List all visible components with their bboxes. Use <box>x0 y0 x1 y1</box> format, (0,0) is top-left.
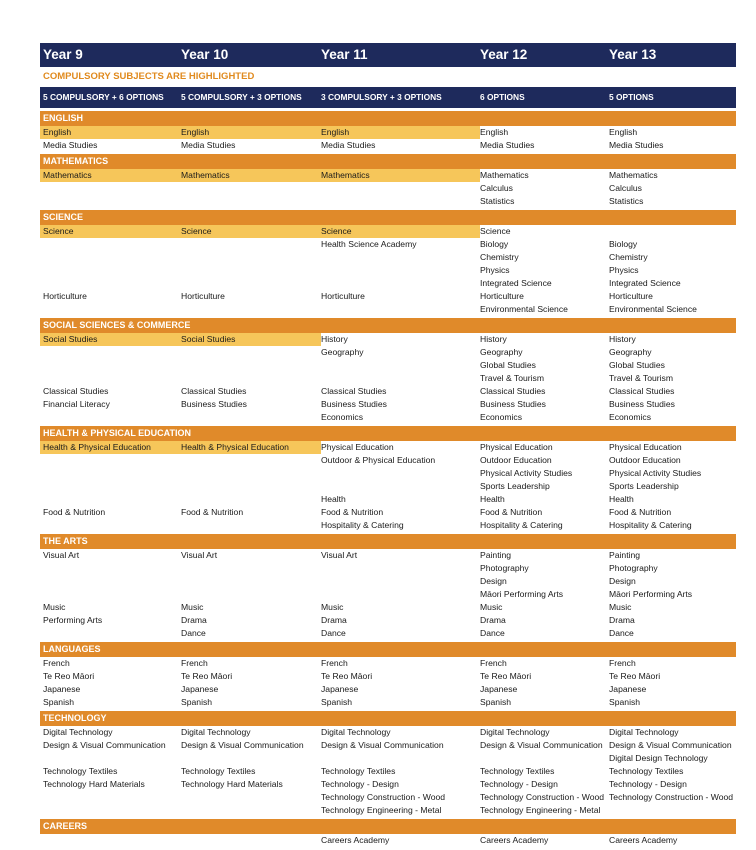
subject-cell: Horticulture <box>321 291 365 301</box>
subject-cell: French <box>43 658 70 668</box>
subject-cell: Horticulture <box>181 291 225 301</box>
subject-cell: English <box>178 126 321 139</box>
subject-cell: Design & Visual Communication <box>321 740 444 750</box>
compulsory-note: COMPULSORY SUBJECTS ARE HIGHLIGHTED <box>43 71 255 82</box>
subject-cell: Geography <box>321 347 364 357</box>
subject-cell: Sports Leadership <box>480 481 550 491</box>
subject-cell: Drama <box>480 615 506 625</box>
subject-cell: Technology Construction - Wood <box>321 792 446 802</box>
subject-cell: Health & Physical Education <box>178 441 321 454</box>
subject-row <box>40 290 736 303</box>
subject-cell: Drama <box>181 615 207 625</box>
subject-cell: Biology <box>609 239 638 249</box>
subject-cell: Financial Literacy <box>43 399 110 409</box>
section-header-careers: CAREERS <box>40 819 736 834</box>
subject-cell: Physics <box>480 265 510 275</box>
subject-cell: Dance <box>480 628 505 638</box>
subject-cell: Design <box>609 576 636 586</box>
subject-row <box>40 627 736 640</box>
section-header-languages: LANGUAGES <box>40 642 736 657</box>
section-header-english: ENGLISH <box>40 111 736 126</box>
subject-row <box>40 251 736 264</box>
subject-row <box>40 739 736 752</box>
subject-cell: Global Studies <box>480 360 536 370</box>
subject-cell: Horticulture <box>43 291 87 301</box>
subject-cell: Science <box>178 225 321 238</box>
year-11-heading: Year 11 <box>321 47 368 62</box>
subject-cell: Painting <box>480 550 512 560</box>
subject-row <box>40 834 736 847</box>
subject-cell: Business Studies <box>181 399 247 409</box>
subject-cell: Media Studies <box>609 140 664 150</box>
subject-cell: Biology <box>480 239 509 249</box>
subject-cell: Outdoor Education <box>480 455 552 465</box>
subject-cell: Careers Academy <box>609 835 678 845</box>
subject-cell: Food & Nutrition <box>609 507 672 517</box>
section-header-technology: TECHNOLOGY <box>40 711 736 726</box>
subject-cell: English <box>609 127 638 137</box>
subject-cell: Environmental Science <box>609 304 697 314</box>
subject-row <box>40 467 736 480</box>
subject-row <box>40 195 736 208</box>
subject-row <box>40 614 736 627</box>
subject-cell: English <box>480 127 509 137</box>
section-header-health-and-physical-education: HEALTH & PHYSICAL EDUCATION <box>40 426 736 441</box>
year-9-heading: Year 9 <box>43 47 83 62</box>
subject-row <box>40 752 736 765</box>
subject-cell: Technology - Design <box>321 779 399 789</box>
subject-cell: Food & Nutrition <box>181 507 244 517</box>
subject-cell: Music <box>321 602 344 612</box>
subject-cell: Mathematics <box>318 169 480 182</box>
subject-cell: Physics <box>609 265 639 275</box>
subject-cell: Outdoor Education <box>609 455 681 465</box>
subject-cell: Careers Academy <box>480 835 549 845</box>
subject-row <box>40 804 736 817</box>
subject-cell: Technology Textiles <box>480 766 555 776</box>
year-13-heading: Year 13 <box>609 47 657 62</box>
subject-row <box>40 670 736 683</box>
subject-cell: Business Studies <box>480 399 546 409</box>
subject-cell: Classical Studies <box>480 386 546 396</box>
subject-cell: Digital Technology <box>609 727 679 737</box>
subject-cell: Music <box>480 602 503 612</box>
subject-cell: Geography <box>480 347 523 357</box>
subject-cell: Global Studies <box>609 360 665 370</box>
subject-cell: Food & Nutrition <box>321 507 384 517</box>
subject-cell: Physical Education <box>321 442 394 452</box>
subject-cell: Te Reo Māori <box>43 671 95 681</box>
subject-cell: Science <box>318 225 480 238</box>
subject-row <box>40 398 736 411</box>
subject-row <box>40 493 736 506</box>
subject-cell: Photography <box>609 563 658 573</box>
subject-row <box>40 549 736 562</box>
subject-row <box>40 454 736 467</box>
subject-cell: Hospitality & Catering <box>480 520 563 530</box>
subject-cell: Calculus <box>480 183 513 193</box>
subject-row <box>40 683 736 696</box>
subject-sections <box>40 111 736 847</box>
subject-cell: Japanese <box>181 684 219 694</box>
subject-cell: Technology Textiles <box>43 766 118 776</box>
subject-row <box>40 359 736 372</box>
subject-cell: French <box>609 658 636 668</box>
subject-cell: History <box>609 334 636 344</box>
subject-cell: Drama <box>609 615 635 625</box>
subject-cell: Visual Art <box>181 550 218 560</box>
subject-row <box>40 346 736 359</box>
subject-cell: Dance <box>181 628 206 638</box>
subject-cell: Te Reo Māori <box>181 671 233 681</box>
subject-cell: Spanish <box>609 697 641 707</box>
subject-cell: Spanish <box>321 697 353 707</box>
subject-cell: Japanese <box>321 684 359 694</box>
subject-options-sheet <box>40 43 736 847</box>
subject-cell: Economics <box>609 412 652 422</box>
subject-row <box>40 333 736 346</box>
subject-cell: Drama <box>321 615 347 625</box>
subject-cell: Music <box>181 602 204 612</box>
subject-cell: Media Studies <box>43 140 98 150</box>
subject-row <box>40 480 736 493</box>
subject-cell: Horticulture <box>480 291 524 301</box>
subject-cell: Physical Education <box>609 442 682 452</box>
subject-cell: Media Studies <box>181 140 236 150</box>
subject-row <box>40 264 736 277</box>
subject-cell: Economics <box>480 412 523 422</box>
subject-cell: Physical Education <box>480 442 553 452</box>
subject-row <box>40 601 736 614</box>
subject-cell: Horticulture <box>609 291 653 301</box>
subject-cell: Japanese <box>480 684 518 694</box>
subject-row <box>40 385 736 398</box>
subject-row <box>40 277 736 290</box>
subject-cell: Te Reo Māori <box>609 671 661 681</box>
subject-row <box>40 126 736 139</box>
subject-row <box>40 506 736 519</box>
subject-cell: Statistics <box>480 196 515 206</box>
subject-cell: Careers Academy <box>321 835 390 845</box>
subject-cell: Classical Studies <box>43 386 109 396</box>
subject-cell: Technology Construction - Wood <box>609 792 734 802</box>
subject-row <box>40 225 736 238</box>
subject-cell: Design & Visual Communication <box>609 740 732 750</box>
subject-cell: Design & Visual Communication <box>480 740 603 750</box>
section-header-mathematics: MATHEMATICS <box>40 154 736 169</box>
subject-cell: Economics <box>321 412 364 422</box>
subject-cell: Technology Textiles <box>321 766 396 776</box>
section-header-social-sciences-and-commerce: SOCIAL SCIENCES & COMMERCE <box>40 318 736 333</box>
subject-cell: Health <box>609 494 634 504</box>
subject-cell: Digital Technology <box>43 727 113 737</box>
subject-cell: Spanish <box>480 697 512 707</box>
subject-row <box>40 657 736 670</box>
subject-cell: Science <box>40 225 181 238</box>
subject-cell: Outdoor & Physical Education <box>321 455 436 465</box>
subject-row <box>40 575 736 588</box>
subject-cell: Chemistry <box>609 252 648 262</box>
subject-row <box>40 562 736 575</box>
subject-cell: Mathematics <box>178 169 321 182</box>
subject-cell: History <box>480 334 507 344</box>
subject-cell: Technology Textiles <box>181 766 256 776</box>
subject-cell: Travel & Tourism <box>609 373 673 383</box>
subject-row <box>40 765 736 778</box>
subject-cell: Calculus <box>609 183 642 193</box>
subject-cell: French <box>480 658 507 668</box>
subject-cell: Te Reo Māori <box>480 671 532 681</box>
subject-cell: Digital Technology <box>321 727 391 737</box>
subject-row <box>40 303 736 316</box>
subject-cell: Music <box>609 602 632 612</box>
subject-cell: Integrated Science <box>480 278 552 288</box>
subject-cell: Painting <box>609 550 641 560</box>
options-year-9: 5 COMPULSORY + 6 OPTIONS <box>43 92 164 102</box>
subject-cell: Design & Visual Communication <box>43 740 166 750</box>
subject-row <box>40 696 736 709</box>
subject-cell: Performing Arts <box>43 615 103 625</box>
subject-cell: Technology Construction - Wood <box>480 792 605 802</box>
subject-cell: Classical Studies <box>609 386 675 396</box>
subject-cell: Chemistry <box>480 252 519 262</box>
subject-row <box>40 169 736 182</box>
options-year-12: 6 OPTIONS <box>480 92 525 102</box>
subject-cell: Technology Engineering - Metal <box>480 805 601 815</box>
subject-cell: Technology - Design <box>609 779 687 789</box>
subject-row <box>40 588 736 601</box>
subject-cell: History <box>321 334 348 344</box>
subject-cell: Physical Activity Studies <box>609 468 702 478</box>
subject-cell: Mathematics <box>609 170 658 180</box>
subject-cell: Visual Art <box>43 550 80 560</box>
subject-row <box>40 238 736 251</box>
subject-cell: Business Studies <box>609 399 675 409</box>
subject-cell: Digital Design Technology <box>609 753 708 763</box>
subject-cell: Te Reo Māori <box>321 671 373 681</box>
subject-cell: Health <box>321 494 346 504</box>
subject-cell: Technology - Design <box>480 779 558 789</box>
subject-cell: Social Studies <box>40 333 181 346</box>
subject-cell: Design & Visual Communication <box>181 740 304 750</box>
subject-cell: Māori Performing Arts <box>609 589 693 599</box>
subject-row <box>40 519 736 532</box>
subject-cell: Media Studies <box>321 140 376 150</box>
subject-cell: Health Science Academy <box>321 239 417 249</box>
subject-cell: Physical Activity Studies <box>480 468 573 478</box>
subject-cell: Māori Performing Arts <box>480 589 564 599</box>
subject-cell: Dance <box>321 628 346 638</box>
subject-cell: Statistics <box>609 196 644 206</box>
subject-cell: Hospitality & Catering <box>609 520 692 530</box>
subject-cell: Visual Art <box>321 550 358 560</box>
subject-cell: Food & Nutrition <box>43 507 106 517</box>
subject-cell: Mathematics <box>480 170 529 180</box>
subject-cell: English <box>40 126 181 139</box>
subject-cell: Mathematics <box>40 169 181 182</box>
subject-cell: French <box>181 658 208 668</box>
subject-cell: Geography <box>609 347 652 357</box>
subject-cell: Technology Engineering - Metal <box>321 805 442 815</box>
subject-cell: Spanish <box>181 697 213 707</box>
subject-cell: Japanese <box>609 684 647 694</box>
subject-cell: Digital Technology <box>480 727 550 737</box>
subject-cell: Travel & Tourism <box>480 373 544 383</box>
subject-cell: English <box>318 126 480 139</box>
subject-row <box>40 139 736 152</box>
subject-cell: Classical Studies <box>321 386 387 396</box>
options-year-13: 5 OPTIONS <box>609 92 654 102</box>
subject-row <box>40 441 736 454</box>
subject-cell: Health <box>480 494 505 504</box>
subject-cell: Science <box>480 226 511 236</box>
subject-cell: Music <box>43 602 66 612</box>
subject-row <box>40 411 736 424</box>
subject-cell: Classical Studies <box>181 386 247 396</box>
subject-cell: Spanish <box>43 697 75 707</box>
subject-cell: Japanese <box>43 684 81 694</box>
subject-cell: Environmental Science <box>480 304 568 314</box>
options-year-11: 3 COMPULSORY + 3 OPTIONS <box>321 92 442 102</box>
subject-cell: Dance <box>609 628 634 638</box>
subject-cell: Technology Hard Materials <box>43 779 145 789</box>
subject-row <box>40 372 736 385</box>
subject-cell: Digital Technology <box>181 727 251 737</box>
subject-cell: Design <box>480 576 507 586</box>
subject-row <box>40 726 736 739</box>
year-12-heading: Year 12 <box>480 47 528 62</box>
subject-cell: Technology Textiles <box>609 766 684 776</box>
subject-cell: Integrated Science <box>609 278 681 288</box>
subject-row <box>40 778 736 791</box>
subject-cell: Food & Nutrition <box>480 507 543 517</box>
section-header-science: SCIENCE <box>40 210 736 225</box>
subject-cell: Technology Hard Materials <box>181 779 283 789</box>
subject-row <box>40 791 736 804</box>
subject-cell: Photography <box>480 563 529 573</box>
subject-cell: Health & Physical Education <box>40 441 181 454</box>
subject-cell: Social Studies <box>178 333 321 346</box>
subject-cell: Hospitality & Catering <box>321 520 404 530</box>
subject-row <box>40 182 736 195</box>
options-year-10: 5 COMPULSORY + 3 OPTIONS <box>181 92 302 102</box>
subject-cell: Business Studies <box>321 399 387 409</box>
subject-cell: Media Studies <box>480 140 535 150</box>
subject-cell: Sports Leadership <box>609 481 679 491</box>
options-row <box>40 87 736 108</box>
year-header-row <box>40 43 736 67</box>
year-10-heading: Year 10 <box>181 47 229 62</box>
section-header-the-arts: THE ARTS <box>40 534 736 549</box>
subject-cell: French <box>321 658 348 668</box>
